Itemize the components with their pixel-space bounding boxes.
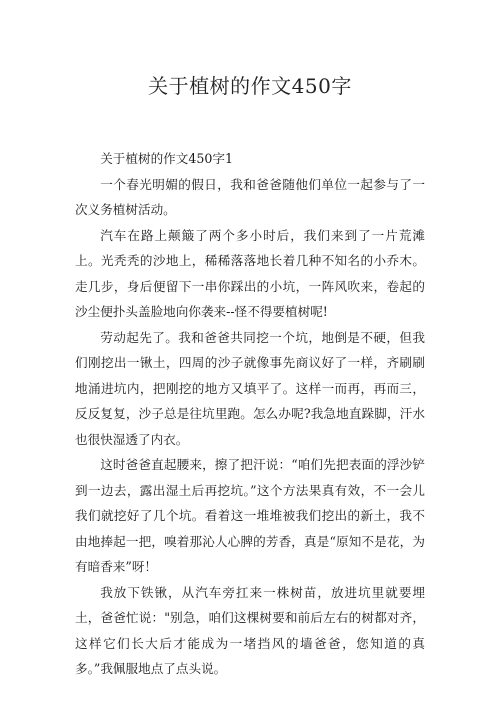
document-title: 关于植树的作文450字 bbox=[148, 74, 352, 98]
paragraph-3: 劳动起先了。我和爸爸共同挖一个坑，地倒是不硬，但我们刚挖出一锹土，四周的沙子就像事先商议好了一样，齐刷刷地涌进坑内，把刚挖的地方又填平了。这样一而再，再而三，反反复复，沙子总是往坑里跑。怎么办呢?我急地直跺脚，汗水也很快湿透了内衣。 bbox=[75, 329, 425, 447]
paragraph-5: 我放下铁锹，从汽车旁扛来一株树苗，放进坑里就要埋土，爸爸忙说："别急，咱们这棵树要和前后左右的树都对齐，这样它们长大后才能成为一堵挡风的墙爸爸，您知道的真多。”我佩服地点了点头说。 bbox=[75, 584, 425, 676]
document-subtitle: 关于植树的作文450字1 bbox=[100, 151, 233, 166]
paragraph-1: 一个春光明媚的假日，我和爸爸随他们单位一起参与了一次义务植树活动。 bbox=[75, 176, 425, 217]
document-body bbox=[75, 146, 425, 682]
paragraph-4: 这时爸爸直起腰来，擦了把汗说：“咱们先把表面的浮沙铲到一边去，露出湿土后再挖坑。”这个方法果真有效，不一会儿我们就挖好了几个坑。看着这一堆堆被我们挖出的新土，我不由地捧起一把，嗅着那沁人心脾的芳香，真是“原知不是花，为有暗香来”呀！ bbox=[75, 457, 425, 574]
paragraph-2: 汽车在路上颠簸了两个多小时后，我们来到了一片荒滩上。光秃秃的沙地上，稀稀落落地长着几种不知名的小乔木。走几步，身后便留下一串你踩出的小坑，一阵风吹来，卷起的沙尘便扑头盖脸地向你袭来--怪不得要植树呢! bbox=[75, 227, 425, 319]
